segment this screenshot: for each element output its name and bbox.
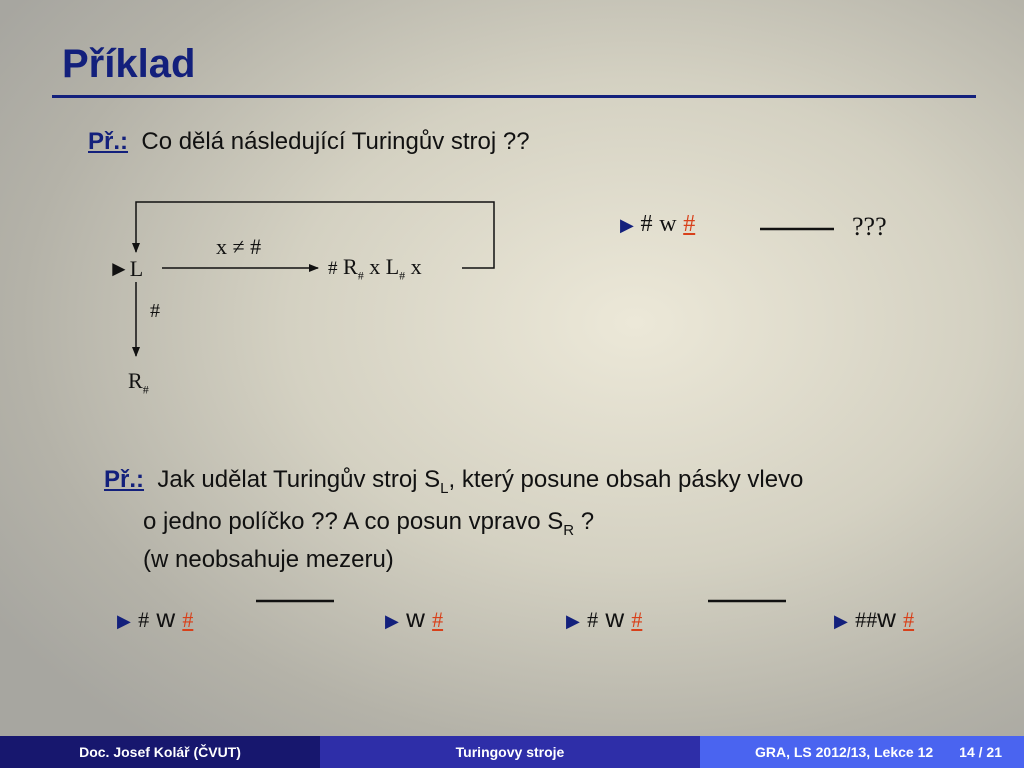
footer-right <box>700 736 1024 768</box>
question-2-line2-sub: R <box>563 521 575 539</box>
target-R-sub: # <box>357 268 364 283</box>
question-1-text: Co dělá následující Turingův stroj ?? <box>141 128 530 155</box>
tape2-d-hash1: # <box>855 607 867 632</box>
target-L: L <box>385 254 400 279</box>
tape2-c-end: # <box>631 607 643 632</box>
tape1-end: # <box>683 211 696 237</box>
state-start-L: ►L <box>108 256 144 281</box>
bottom-R: R <box>128 368 143 393</box>
footer-bar <box>0 736 1024 768</box>
tape2-a-end: # <box>182 607 194 632</box>
target-R: R <box>343 254 358 279</box>
tape2-b-end: # <box>432 607 444 632</box>
loop-line <box>136 202 494 268</box>
tape1-result: ??? <box>852 212 887 241</box>
question-2-label: Př.: <box>104 466 145 493</box>
tape2-a <box>117 603 193 634</box>
target-x1: x <box>369 254 381 279</box>
head-marker-icon: ▶ <box>566 611 580 631</box>
head-marker-icon: ▶ <box>385 611 399 631</box>
footer-page: 14 / 21 <box>959 744 1002 760</box>
tape2-c-hash: # <box>587 607 599 632</box>
tape2-b <box>385 603 443 634</box>
slide-title: Příklad <box>62 42 196 86</box>
head-marker-icon: ▶ <box>834 611 848 631</box>
question-2-line2-a: o jedno políčko ?? A co posun vpravo S <box>143 508 564 535</box>
target-hash: # <box>328 258 338 279</box>
footer-author: Doc. Josef Kolář (ČVUT) <box>0 736 320 768</box>
target-L-sub: # <box>399 268 406 283</box>
footer-course: GRA, LS 2012/13, Lekce 12 <box>754 744 934 760</box>
tape2-b-w: w <box>406 603 425 633</box>
tape2-d-hash2: # <box>866 607 878 632</box>
head-marker-icon: ▶ <box>117 611 131 631</box>
bottom-R-sub: # <box>142 382 149 397</box>
target-sequence <box>328 254 422 283</box>
footer-topic: Turingovy stroje <box>320 736 700 768</box>
state-bottom-R <box>128 368 149 397</box>
question-2-line1-sub: L <box>440 479 449 497</box>
question-2-line2 <box>143 508 594 539</box>
target-x2: x <box>410 254 422 279</box>
question-2-line1-a: Jak udělat Turingův stroj S <box>157 466 441 493</box>
tape1-w: w <box>659 211 677 237</box>
tape1 <box>620 210 695 238</box>
tape2-d-w: w <box>877 603 896 633</box>
tape2-a-hash: # <box>138 607 150 632</box>
question-2-line2-b: ? <box>574 508 595 535</box>
question-2-line1-b: , který posune obsah pásky vlevo <box>448 466 804 493</box>
question-1-label: Př.: <box>88 128 129 155</box>
edge-label-x-neq-hash: x ≠ # <box>216 234 262 259</box>
tape1-hash: # <box>640 211 653 237</box>
tape2-c <box>566 603 642 634</box>
tape2-d-end: # <box>903 607 915 632</box>
tape2-d <box>834 603 914 634</box>
tape2-c-w: w <box>605 603 625 633</box>
edge-label-hash: # <box>150 300 160 322</box>
question-2-line3: (w neobsahuje mezeru) <box>143 546 394 573</box>
head-marker-icon: ▶ <box>620 215 634 235</box>
question-2-line1 <box>104 466 803 497</box>
tape2-a-w: w <box>156 603 176 633</box>
